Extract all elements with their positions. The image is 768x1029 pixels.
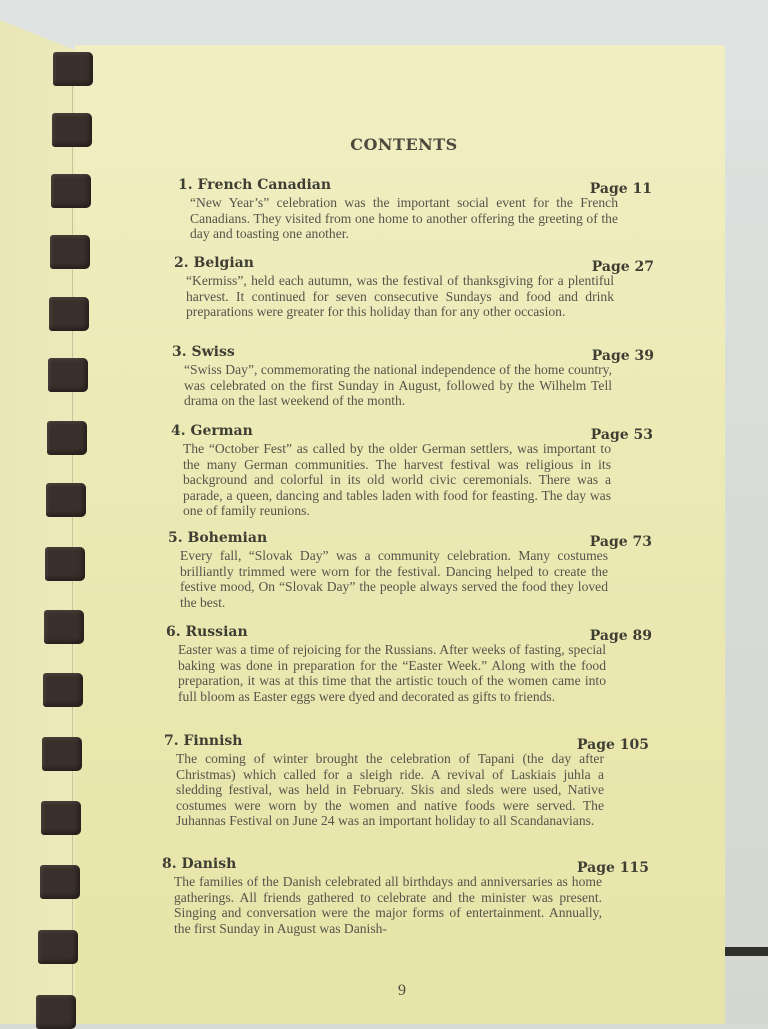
entry-page-ref: Page 115 [576,860,649,876]
entry-page-ref: Page 105 [576,737,649,753]
entry-title: 3. Swiss [172,344,235,360]
contents-entry [162,856,649,936]
entry-description: The “October Fest” as called by the older German settlers, was important to the many German communities. The harvest festival was religious in its background and colorful in its old world civic ceremonials. There was a parade, a queen, dancing and tables laden with food for feasting. The day was one of family reunions. [183,441,611,519]
contents-entry [174,255,654,320]
binding-ring [49,297,89,331]
entry-page-ref: Page 39 [591,348,654,364]
binding-ring [51,174,91,208]
binding-ring [40,865,80,899]
entry-description: “Kermiss”, held each autumn, was the festival of thanksgiving for a plentiful harvest. It continued for seven consecutive Sundays and food and drink preparations were greater for this holiday than for any other occasion. [186,273,614,320]
entry-page-ref: Page 89 [589,628,652,644]
contents-entry [172,344,654,409]
entry-title: 6. Russian [166,624,248,640]
background-object [725,947,768,956]
entry-title: 5. Bohemian [168,530,268,546]
binding-ring [44,610,84,644]
binding-ring [45,547,85,581]
contents-entry [166,624,652,704]
entry-title: 8. Danish [162,856,237,872]
binding-ring [50,235,90,269]
binding-ring [38,930,78,964]
entry-description: “New Year’s” celebration was the important social event for the French Canadians. They visited from one home to another offering the greeting of the day and toasting one another. [190,195,618,242]
binding-ring [47,421,87,455]
entry-title: 4. German [171,423,253,439]
entry-title: 2. Belgian [174,255,254,271]
entry-description: The coming of winter brought the celebration of Tapani (the day after Christmas) which called for a sleigh ride. A revival of Laskiais juhla a sledding festival, was held in February. Skis and sleds were used, Native costumes were worn by the women and native foods were served. The Juhannas Festival on June 24 was an important holiday to all Scandanavians. [176,751,604,829]
entry-title: 7. Finnish [164,733,243,749]
binding-ring [53,52,93,86]
contents-entry [171,423,653,519]
entry-page-ref: Page 73 [589,534,652,550]
contents-entry [164,733,649,829]
binding-ring [41,801,81,835]
entry-description: The families of the Danish celebrated all birthdays and anniversaries as home gatherings. All friends gathered to celebrate and the minister was present. Singing and conversation were the major forms of entertainment. Annually, the first Sunday in August was Danish- [174,874,602,936]
contents-entry [178,177,652,242]
binding-ring [48,358,88,392]
entry-page-ref: Page 53 [590,427,653,443]
binding-ring [42,737,82,771]
binding-ring [46,483,86,517]
entry-description: “Swiss Day”, commemorating the national independence of the home country, was celebrated on the first Sunday in August, followed by the Wilhelm Tell drama on the last weekend of the month. [184,362,612,409]
entry-description: Easter was a time of rejoicing for the Russians. After weeks of fasting, special baking was done in preparation for the “Easter Week.” Along with the food preparation, it was at this time that the artistic touch of the women came into full bloom as Easter eggs were dyed and decorated as gifts to friends. [178,642,606,704]
entry-page-ref: Page 27 [591,259,654,275]
binding-ring [43,673,83,707]
page-number: 9 [398,982,406,999]
page-title: CONTENTS [350,135,458,154]
contents-entry [168,530,652,610]
entry-title: 1. French Canadian [178,177,332,193]
entry-page-ref: Page 11 [589,181,652,197]
entry-description: Every fall, “Slovak Day” was a community celebration. Many costumes brilliantly trimmed were worn for the festival. Dancing helped to create the festive mood, On “Slovak Day” the people always served the food they loved the best. [180,548,608,610]
